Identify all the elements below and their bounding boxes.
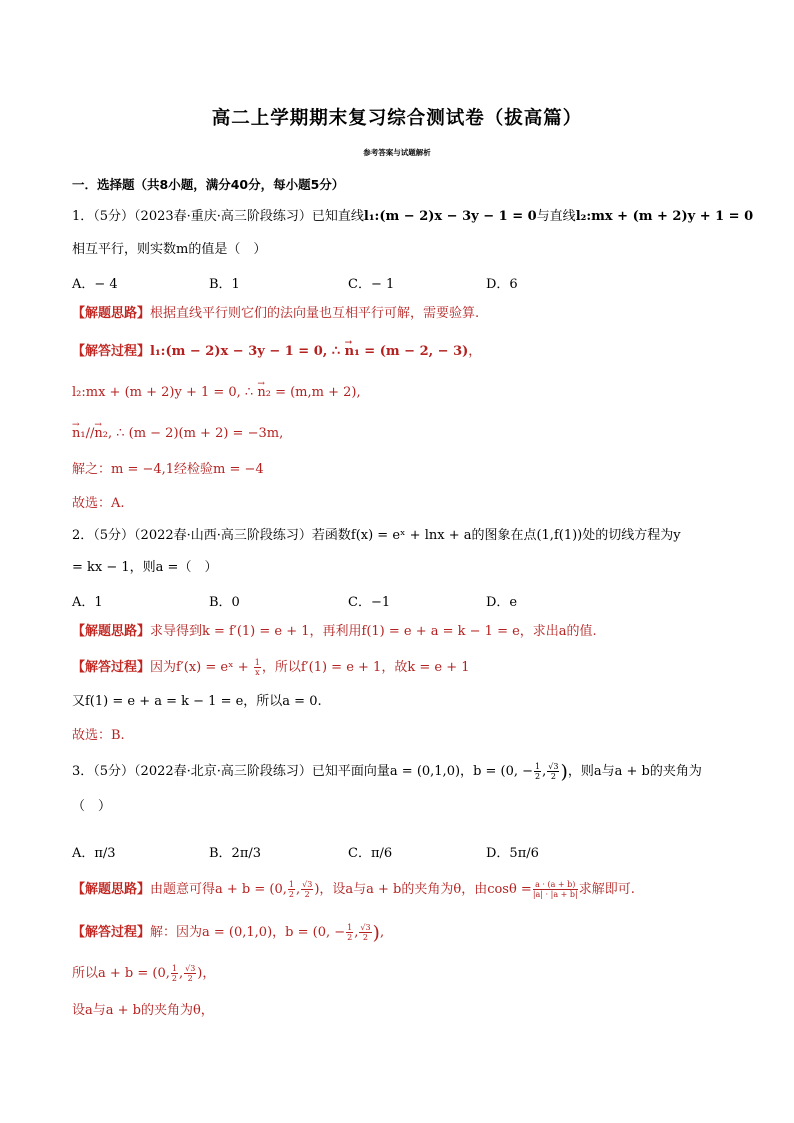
process-label: 【解答过程】 <box>72 925 151 940</box>
q2-option-a: A．1 <box>72 595 103 610</box>
section-heading: 一．选择题（共8小题，满分40分，每小题5分） <box>72 177 345 192</box>
q2-stem-2: = kx − 1，则a =（ ） <box>72 560 218 575</box>
q3-a-vec: a = (0,1,0) <box>389 764 461 779</box>
q1-l2: l₂:mx + (m + 2)y + 1 = 0 <box>575 209 754 224</box>
q1-option-d: D．6 <box>486 277 518 292</box>
q1-n1-b: → n₁ <box>72 425 86 443</box>
q3-thinking-b: )，设a与a + b的夹角为θ，由cosθ = <box>314 882 532 897</box>
q3-stem: 3．（5分）（2022春·北京·高三阶段练习）已知平面向量a = (0,1,0)，b = (0, − $\frac{1}{2}$ , $\frac{√3}{2}$ )，则a与a + b的夹角为 <box>72 761 702 783</box>
q1-p1a: l₁:(m − 2)x − 3y − 1 = 0, ∴ <box>150 344 345 359</box>
q1-l1: l₁:(m − 2)x − 3y − 1 = 0 <box>363 209 537 224</box>
q1-process-1 <box>72 343 481 361</box>
q3-stem-text: 3．（5分）（2022春·北京·高三阶段练习）已知平面向量 <box>72 764 390 779</box>
page-title: 高二上学期期末复习综合测试卷（拔高篇） <box>211 108 583 129</box>
q3-p2-frac-2: $\frac{√3}{2}$ <box>185 964 196 983</box>
q1-p2a: l₂:mx + (m + 2)y + 1 = 0, ∴ <box>72 385 258 400</box>
q1-process-2 <box>72 384 361 402</box>
q2-answer: 故选：B. <box>72 728 125 743</box>
q3-b-frac-1: $\frac{1}{2}$ <box>535 762 541 781</box>
q3-option-b: B．2π/3 <box>209 846 262 861</box>
q2-thinking <box>72 623 597 641</box>
q2-fraction <box>254 658 261 677</box>
q3-th-frac-2: $\frac{√3}{2}$ <box>302 880 313 899</box>
q1-thinking <box>72 305 479 323</box>
page-subtitle: 参考答案与试题解析 <box>363 148 431 157</box>
q3-thinking-c: 求解即可. <box>578 882 635 897</box>
q2-p1b: ，所以f′(1) = e + 1，故k = e + 1 <box>261 660 470 675</box>
q2-frac-num: 1 <box>254 658 260 667</box>
thinking-label: 【解题思路】 <box>72 882 151 897</box>
q3-p1-frac-2: $\frac{√3}{2}$ <box>360 923 371 942</box>
q1-option-c: C．− 1 <box>348 277 395 292</box>
thinking-label: 【解题思路】 <box>72 306 151 321</box>
q1-p2c: = (m,m + 2), <box>270 385 361 400</box>
q3-thinking-a: 由题意可得a + b = (0, <box>150 882 287 897</box>
q1-parallel: // <box>85 426 95 441</box>
q1-thinking-text: 根据直线平行则它们的法向量也互相平行可解，需要验算. <box>150 306 480 321</box>
q3-p2-frac-1: $\frac{1}{2}$ <box>171 964 177 983</box>
q1-option-a: A．− 4 <box>72 277 118 292</box>
q2-stem: 2．（5分）（2022春·山西·高三阶段练习）若函数f(x) = eˣ + lnx + a的图象在点(1,f(1))处的切线方程为y <box>72 528 681 543</box>
q3-stem-2: （ ） <box>72 799 112 814</box>
q1-p3d: , ∴ (m − 2)(m + 2) = −3m, <box>107 426 284 441</box>
q1-p1c: = (m − 2, − 3) <box>359 344 469 359</box>
q3-thinking: 【解题思路】由题意可得a + b = (0, $\frac{1}{2}$ , $\frac{√3}{2}$ )，设a与a + b的夹角为θ，由cosθ = $\frac{a \cdot (a + b)}{|a| \cdot |a + b|}$ 求解即可. <box>72 880 635 899</box>
q3-b-frac-2: $\frac{√3}{2}$ <box>548 762 559 781</box>
q3-p1-frac-1: $\frac{1}{2}$ <box>347 923 353 942</box>
q3-process-1: 【解答过程】解：因为a = (0,1,0)，b = (0, − $\frac{1}{2}$ , $\frac{√3}{2}$ ), <box>72 922 385 944</box>
q3-b-vec: b = (0, − <box>473 764 534 779</box>
q1-answer: 故选：A. <box>72 496 125 511</box>
q1-process-3 <box>72 425 283 443</box>
q2-option-b: B．0 <box>209 595 240 610</box>
q2-p1a: 因为f′(x) = eˣ + <box>150 660 253 675</box>
process-label: 【解答过程】 <box>72 344 151 359</box>
q3-option-a: A．π/3 <box>72 846 116 861</box>
q1-p1d: ， <box>468 344 482 359</box>
q3-th-frac-1: $\frac{1}{2}$ <box>288 880 294 899</box>
process-label: 【解答过程】 <box>72 660 151 675</box>
q3-process-3: 设a与a + b的夹角为θ， <box>72 1003 214 1018</box>
q1-n1: → n₁ <box>345 343 360 361</box>
q2-thinking-text: 求导得到k = f′(1) = e + 1，再利用f(1) = e + a = k − 1 = e，求出a的值. <box>150 624 597 639</box>
q3-p2b: )， <box>197 966 216 981</box>
q2-process-1 <box>72 658 470 677</box>
q3-p2a: 所以a + b = (0, <box>72 966 170 981</box>
q1-stem-2: 相互平行，则实数m的值是（ ） <box>72 242 267 257</box>
q1-mid: 与直线 <box>536 209 576 224</box>
q3-process-2: 所以a + b = (0, $\frac{1}{2}$ , $\frac{√3}{2}$ )， <box>72 964 216 983</box>
q3-option-d: D．5π/6 <box>486 846 539 861</box>
q1-option-b: B．1 <box>209 277 240 292</box>
q2-option-c: C．−1 <box>348 595 391 610</box>
q3-p1a: 解：因为a = (0,1,0)，b = (0, − <box>150 925 346 940</box>
q3-tail: ，则a与a + b的夹角为 <box>567 764 702 779</box>
q2-process-2: 又f(1) = e + a = k − 1 = e，所以a = 0. <box>72 694 322 709</box>
q1-stem <box>72 208 753 226</box>
q1-stem-text: 1．（5分）（2023春·重庆·高三阶段练习）已知直线 <box>72 209 364 224</box>
q3-cos-frac: $\frac{a \cdot (a + b)}{|a| \cdot |a + b|}$ <box>532 880 578 899</box>
q1-n2: → n₂ <box>257 384 271 402</box>
q2-option-d: D．e <box>486 595 518 610</box>
q1-process-4: 解之：m = −4,1经检验m = −4 <box>72 462 264 477</box>
thinking-label: 【解题思路】 <box>72 624 151 639</box>
q3-option-c: C．π/6 <box>348 846 393 861</box>
q2-frac-den: x <box>255 668 260 677</box>
q1-n2-b: → n₂ <box>94 425 108 443</box>
